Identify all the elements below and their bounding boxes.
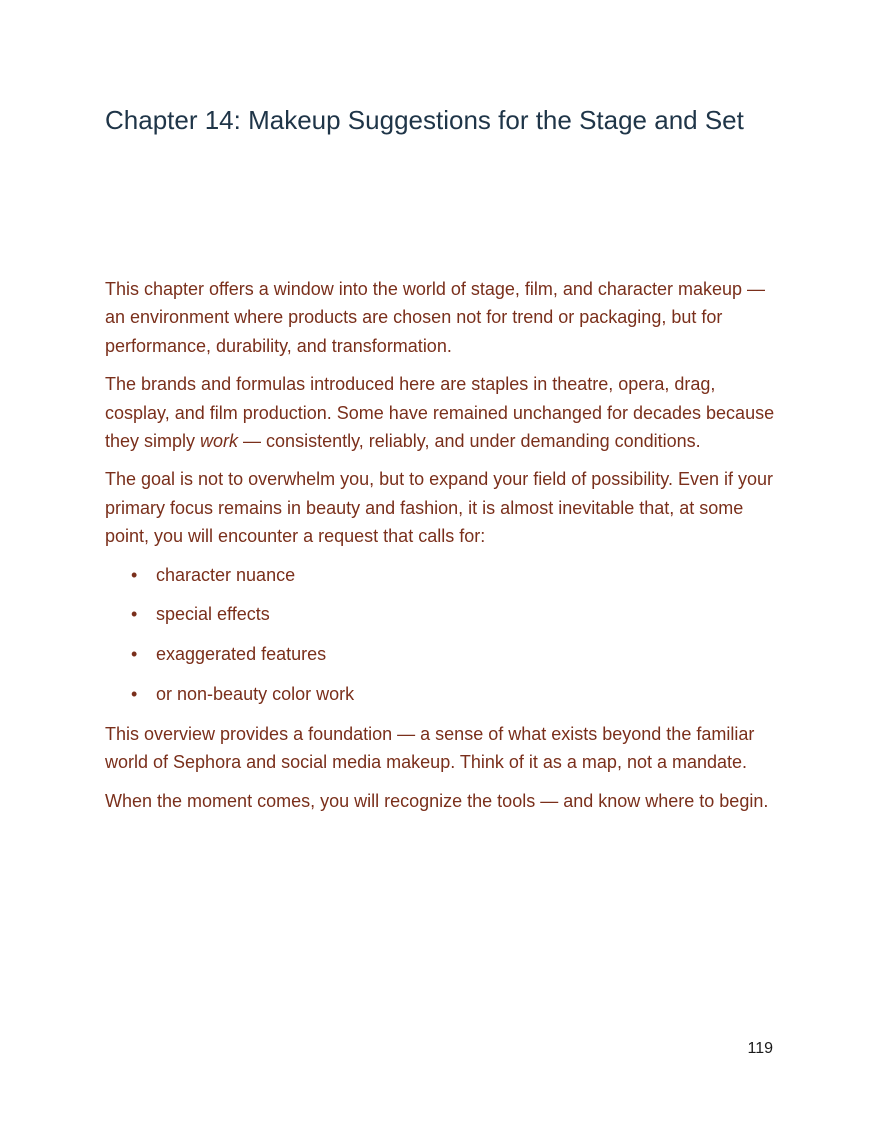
chapter-body [105, 275, 785, 825]
list-item [131, 600, 785, 628]
list-item [131, 640, 785, 668]
bullet-icon: • [131, 644, 138, 665]
bullet-icon: • [131, 564, 138, 585]
paragraph-overview: This overview provides a foundation — a sense of what exists beyond the familiar world of Sephora and social media makeup. Think of it as a map, not a mandate. [105, 723, 755, 773]
chapter-title: Chapter 14: Makeup Suggestions for the Stage and Set [105, 105, 744, 135]
paragraph-brands-text-end: — consistently, reliably, and under demanding conditions. [238, 431, 701, 452]
paragraph-intro: This chapter offers a window into the world of stage, film, and character makeup — an environment where products are chosen not for trend or packaging, but for performance, durability, and transformation. [105, 279, 765, 356]
list-item-text: or non-beauty color work [156, 684, 355, 705]
list-item-text: special effects [156, 604, 270, 625]
page-number: 119 [747, 1040, 773, 1057]
bullet-icon: • [131, 684, 138, 705]
paragraph-brands [105, 370, 785, 455]
paragraph-closing: When the moment comes, you will recognize the tools — and know where to begin. [105, 790, 769, 811]
list-item [131, 561, 785, 589]
list-item [131, 680, 785, 708]
request-list [105, 561, 785, 709]
bullet-icon: • [131, 604, 138, 625]
list-item-text: character nuance [156, 564, 296, 585]
paragraph-brands-text-start: The brands and formulas introduced here are staples in theatre, opera, drag, cosplay, and film production. Some have remained unchanged for decades because they simply [105, 374, 775, 452]
list-item-text: exaggerated features [156, 644, 327, 665]
paragraph-goal: The goal is not to overwhelm you, but to expand your field of possibility. Even if your primary focus remains in beauty and fashion, it is almost inevitable that, at some point, you will encounter a request that calls for: [105, 469, 774, 547]
paragraph-brands-emphasis: work [200, 431, 239, 452]
